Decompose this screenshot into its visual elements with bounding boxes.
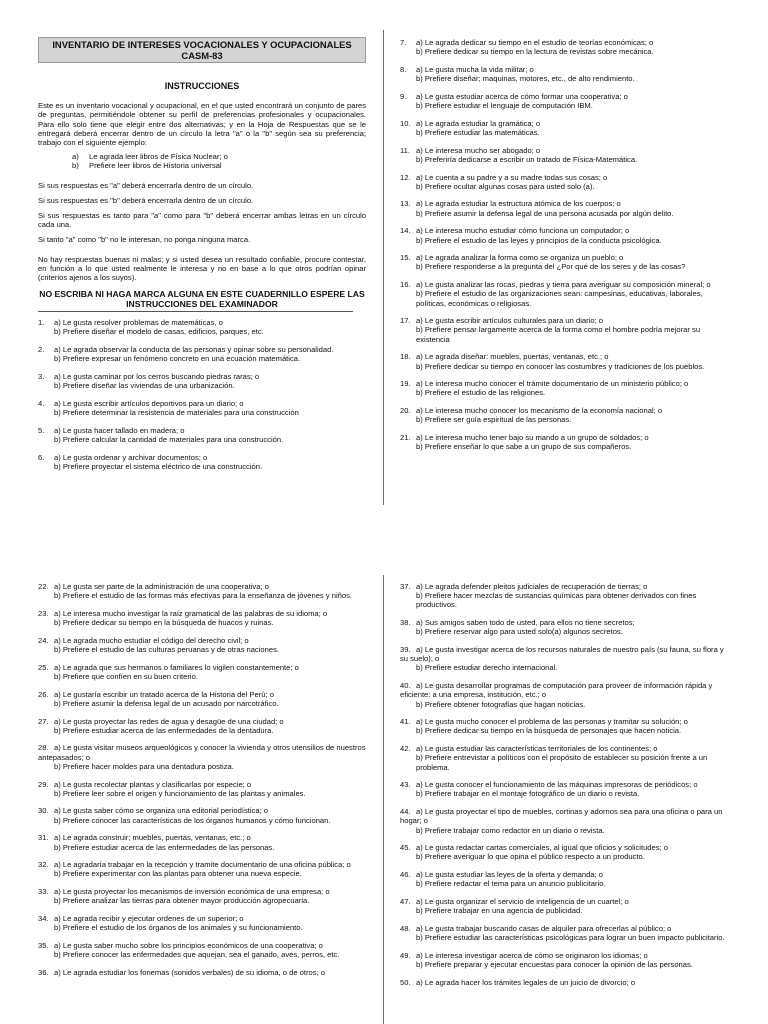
question-number: 2. <box>38 345 45 355</box>
option-a: 38. a) Sus amigos saben todo de usted, para ellos no tiene secretos; <box>400 618 635 628</box>
question-number: 7. <box>400 38 407 47</box>
option-b: b) Prefiere hacer moldes para una dentadura postiza. <box>54 761 234 771</box>
question-item <box>400 870 726 888</box>
question-item <box>400 226 726 244</box>
option-a: 11. a) Le interesa mucho ser abogado; o <box>400 145 541 155</box>
option-b: b) Prefiere diseñar el modelo de casas, edificios, parques, etc. <box>54 327 264 337</box>
option-b: b) Prefiere el estudio de las formas más efectivas para la enseñanza de jóvenes y niños. <box>54 591 353 601</box>
option-a: 23. a) Le interesa mucho investigar la raíz gramatical de las palabras de su idioma; o <box>38 608 328 618</box>
question-number: 10. <box>400 118 411 128</box>
question-number: 26. <box>38 689 49 699</box>
option-b: b) Prefiere enseñar lo que sabe a un grupo de sus compañeros. <box>416 442 632 452</box>
question-number: 36. <box>38 967 49 977</box>
question-number: 49. <box>400 950 411 960</box>
column-divider <box>383 30 384 505</box>
question-number: 38. <box>400 618 411 628</box>
example-b-label: b) <box>72 161 79 171</box>
question-number: 37. <box>400 582 411 591</box>
right-column-items-37-50 <box>400 582 726 996</box>
option-a: 9. a) Le gusta estudiar acerca de cómo formar una cooperativa; o <box>400 91 628 101</box>
question-number: 13. <box>400 199 411 209</box>
question-item <box>38 345 366 363</box>
question-number: 5. <box>38 425 45 435</box>
question-item <box>400 65 726 83</box>
option-a: 33. a) Le gusta proyectar los mecanismos de inversión económica de una empresa; o <box>38 887 330 897</box>
option-a: 3. a) Le gusta caminar por los cerros buscando piedras raras; o <box>38 372 260 382</box>
question-item <box>400 618 726 636</box>
option-a: 16. a) Le gusta analizar las rocas, piedras y tierra para averiguar su composición mineral; o <box>400 280 711 290</box>
question-item <box>38 941 366 959</box>
question-item <box>38 609 366 627</box>
option-b: b) Prefiere proyectar el sistema eléctrico de una construcción. <box>54 461 263 471</box>
option-a: 17. a) Le gusta escribir artículos culturales para un diario; o <box>400 316 603 326</box>
question-item <box>400 807 726 835</box>
option-a: 12. a) Le cuenta a su padre y a su madre todas sus cosas; o <box>400 172 608 182</box>
question-number: 27. <box>38 716 49 726</box>
question-item <box>38 833 366 851</box>
option-a: 7. a) Le agrada dedicar su tiempo en el estudio de teorías económicas; o <box>400 38 654 47</box>
question-item <box>400 717 726 735</box>
option-a: 39. a) Le gusta investigar acerca de los recursos naturales de nuestro país (su fauna, su flora y su suelo); o <box>400 645 724 664</box>
option-a: 42. a) Le gusta estudiar las características territoriales de los continentes; o <box>400 744 658 754</box>
option-a: 25. a) Le agrada que sus hermanos o familiares lo vigilen constantemente; o <box>38 662 299 672</box>
option-b: b) Prefiere dedicar su tiempo en conocer las costumbres y tradiciones de los pueblos. <box>416 361 705 371</box>
question-number: 17. <box>400 316 411 326</box>
page-2 <box>0 575 768 1024</box>
option-b: b) Prefiere responderse a la pregunta del ¿Por qué de los seres y de las cosas? <box>416 262 686 272</box>
option-b: b) Prefiere leer sobre el origen y funcionamiento de las plantas y animales. <box>54 788 306 798</box>
option-b: b) Prefiere trabajar en el montaje fotográfico de un diario o revista. <box>416 789 640 799</box>
option-a: 44. a) Le gusta proyectar el tipo de muebles, cortinas y adornos sea para una oficina o para un hogar; o <box>400 807 723 826</box>
question-item <box>400 38 726 56</box>
example-a-text: Le agrada leer libros de Física Nuclear; o <box>89 152 228 162</box>
option-b: b) Prefiere el estudio de los órganos de los animales y su funcionamiento. <box>54 923 303 933</box>
question-item <box>38 887 366 905</box>
question-number: 40. <box>400 681 411 691</box>
option-b: b) Prefiere estudiar las características psicológicas para lograr un buen impacto publicitario. <box>416 933 725 943</box>
option-a: 19. a) Le interesa mucho conocer el trámite documentario de un ministerio público; o <box>400 379 689 389</box>
option-a: 41. a) Le gusta mucho conocer el problema de las personas y tramitar su solución; o <box>400 717 688 727</box>
left-column <box>38 0 366 480</box>
option-b: b) Prefiere entrevistar a políticos con el propósito de establecer su posición frente a un problema. <box>416 753 708 772</box>
option-b: b) Prefiere ocultar algunas cosas para usted solo (a). <box>416 181 595 191</box>
question-item <box>400 681 726 709</box>
question-number: 16. <box>400 280 411 290</box>
option-b: b) Prefiere conocer las enfermedades que aquejan, sea el ganado, aves, perros, etc. <box>54 950 340 960</box>
question-number: 32. <box>38 860 49 870</box>
option-a: 1. a) Le gusta resolver problemas de matemáticas, o <box>38 318 223 328</box>
question-item <box>38 806 366 824</box>
rule-both: Si sus respuestas es tanto para "a" como para "b" deberá encerrar ambas letras en un círculo cada una. <box>38 211 366 230</box>
question-item <box>400 645 726 673</box>
question-item <box>400 119 726 137</box>
question-number: 39. <box>400 645 411 655</box>
question-number: 44. <box>400 807 411 817</box>
question-number: 48. <box>400 923 411 933</box>
option-b: b) Prefiere asumir la defensa legal de un acusado por narcotráfico. <box>54 698 279 708</box>
option-b: b) Prefiere analizar las tierras para obtener mayor producción agropecuaria. <box>54 896 310 906</box>
option-b: b) Prefiere estudiar acerca de las enfermedades de las personas. <box>54 842 275 852</box>
honesty-paragraph: No hay respuestas buenas ni malas; y si usted desea un resultado confiable, procure contestar, en función a lo que usted realmente le interesa y no en base a lo que otros podrían opinar (criterios ajenos a los suyos). <box>38 254 366 283</box>
question-number: 6. <box>38 452 45 462</box>
question-item <box>400 951 726 969</box>
question-item <box>38 780 366 798</box>
rule-b: Si sus respuestas es "b" deberá encerrarla dentro de un círculo. <box>38 195 254 205</box>
option-b: b) Preferiría dedicarse a escribir un tratado de Física-Matemática. <box>416 154 638 164</box>
question-item <box>400 173 726 191</box>
intro-paragraph: Este es un inventario vocacional y ocupacional, en el que usted encontrará un conjunto de pares de preguntas, permitiéndole obtener su perfil de preferencias profesionales y ocupacionales. Para ello solo tiene que elegir entre dos alternativas; y en la Hoja de Respuestas que se le entregará deberá encerrar dentro de un círculo la letra "a" o la "b" según sea su preferencia; trabajo con el siguiente ejemplo: <box>38 101 366 148</box>
example-option-a <box>72 152 366 161</box>
question-number: 12. <box>400 172 411 182</box>
example-b-text: Prefiere leer libros de Historia universal <box>89 161 222 171</box>
option-b: b) Prefiere el estudio de las religiones. <box>416 388 546 398</box>
option-b: b) Prefiere dedicar su tiempo en la búsqueda de personajes que hacen noticia. <box>416 726 682 736</box>
option-a: 20. a) Le interesa mucho conocer los mecanismo de la economía nacional; o <box>400 406 663 416</box>
question-number: 47. <box>400 897 411 907</box>
option-b: b) Prefiere dedicar su tiempo en la búsqueda de huacos y ruinas. <box>54 618 274 628</box>
option-b: b) Prefiere diseñar las viviendas de una urbanización. <box>54 381 235 391</box>
right-column-items-7-21 <box>400 38 726 460</box>
option-b: b) Prefiere estudiar acerca de las enfermedades de la dentadura. <box>54 725 274 735</box>
option-a: 49. a) Le interesa investigar acerca de cómo se originaron los idiomas; o <box>400 950 648 960</box>
example-option-b <box>72 161 366 170</box>
question-item <box>38 372 366 390</box>
option-a: 13. a) Le agrada estudiar la estructura atómica de los cuerpos; o <box>400 199 621 209</box>
option-b: b) Prefiere el estudio de las culturas peruanas y de otras naciones. <box>54 645 279 655</box>
question-number: 20. <box>400 406 411 416</box>
question-item <box>400 352 726 370</box>
question-item <box>38 743 366 771</box>
question-number: 23. <box>38 608 49 618</box>
left-column-items-22-36 <box>38 582 366 986</box>
option-a: 26. a) Le gustaría escribir un tratado acerca de la Historia del Perú; o <box>38 689 274 699</box>
question-item <box>400 146 726 164</box>
items-1-6 <box>38 318 366 471</box>
option-b: b) Prefiere el estudio de las leyes y principios de la conducta psicológica. <box>416 235 662 245</box>
question-item <box>38 426 366 444</box>
question-number: 18. <box>400 352 411 362</box>
question-number: 22. <box>38 582 49 591</box>
question-item <box>400 280 726 308</box>
question-number: 1. <box>38 318 45 328</box>
option-a: 46. a) Le gusta estudiar las leyes de la oferta y demanda; o <box>400 870 604 880</box>
option-a: 50. a) Le agrada hacer los trámites legales de un juicio de divorcio; o <box>400 977 636 987</box>
question-number: 24. <box>38 635 49 645</box>
instructions-heading: INSTRUCCIONES <box>164 81 240 91</box>
question-number: 21. <box>400 433 411 443</box>
question-number: 45. <box>400 843 411 853</box>
question-item <box>38 636 366 654</box>
question-item <box>38 399 366 417</box>
option-a: 40. a) Le gusta desarrollar programas de computación para proveer de información rápida y eficiente: a una empresa, institución, etc.; o <box>400 681 713 700</box>
option-b: b) Prefiere asumir la defensa legal de una persona acusada por algún delito. <box>416 208 674 218</box>
question-item <box>400 199 726 217</box>
option-b: b) Prefiere obtener fotografías que hagan noticias. <box>416 699 586 709</box>
question-number: 15. <box>400 253 411 263</box>
horizontal-rule <box>38 311 353 312</box>
option-a: 15. a) Le agrada analizar la forma como se organiza un pueblo; o <box>400 253 624 263</box>
question-item <box>38 914 366 932</box>
question-item <box>38 968 366 977</box>
option-a: 8. a) Le gusta mucha la vida militar; o <box>400 64 534 74</box>
option-b: b) Prefiere expresar un fenómeno concreto en una ecuación matemática. <box>54 354 301 364</box>
question-number: 46. <box>400 870 411 880</box>
question-number: 34. <box>38 914 49 924</box>
question-item <box>400 406 726 424</box>
option-a: 32. a) Le agradaría trabajar en la recepción y tramite documentario de una oficina pública; o <box>38 860 351 870</box>
question-item <box>400 433 726 451</box>
option-b: b) Prefiere que confíen en su buen criterio. <box>54 671 198 681</box>
question-item <box>400 843 726 861</box>
question-number: 4. <box>38 398 45 408</box>
option-b: b) Prefiere calcular la cantidad de materiales para una construcción. <box>54 435 284 445</box>
option-b: b) Prefiere estudiar las matemáticas. <box>416 127 540 137</box>
question-item <box>400 316 726 344</box>
option-b: b) Prefiere preparar y ejecutar encuestas para conocer la opinión de las personas. <box>416 960 693 970</box>
option-b: b) Prefiere conocer las características de los órganos humanos y cómo funcionan. <box>54 815 331 825</box>
question-number: 31. <box>38 833 49 843</box>
option-b: b) Prefiere el estudio de las organizaciones sean: campesinas, educativas, laborales, políticas, económicas o religiosas. <box>416 289 703 308</box>
question-number: 42. <box>400 744 411 754</box>
question-item <box>400 897 726 915</box>
question-item <box>400 92 726 110</box>
example-a-label: a) <box>72 152 79 162</box>
option-a: 10. a) Le agrada estudiar la gramática; o <box>400 118 541 128</box>
option-a: 2. a) Le agrada observar la conducta de las personas y opinar sobre su personalidad. <box>38 345 334 355</box>
question-number: 29. <box>38 779 49 789</box>
option-a: 43. a) Le gusta conocer el funcionamiento de las máquinas impresoras de periódicos; o <box>400 780 698 790</box>
question-item <box>38 690 366 708</box>
inventory-code: CASM-83 <box>181 50 223 61</box>
option-b: b) Prefiere averiguar lo que opina el público respecto a un producto. <box>416 852 645 862</box>
question-number: 19. <box>400 379 411 389</box>
rule-a: Si sus respuestas es "a" deberá encerrarla dentro de un círculo. <box>38 180 254 190</box>
option-a: 4. a) Le gusta escribir artículos deportivos para un diario; o <box>38 398 244 408</box>
question-number: 30. <box>38 806 49 816</box>
question-item <box>38 663 366 681</box>
question-item <box>400 582 726 610</box>
question-item <box>400 780 726 798</box>
inventory-title-box <box>38 37 366 63</box>
option-a: 31. a) Le agrada construir; muebles, puertas, ventanas, etc.; o <box>38 833 251 843</box>
option-b: b) Prefiere trabajar en una agencia de publicidad. <box>416 906 583 916</box>
question-item <box>400 924 726 942</box>
option-b: b) Prefiere experimentar con las plantas para obtener una nueva especie. <box>54 869 302 879</box>
question-number: 14. <box>400 226 411 236</box>
option-b: b) Prefiere reservar algo para usted solo(a) algunos secretos. <box>416 627 623 637</box>
option-a: 5. a) Le gusta hacer tallado en madera; o <box>38 425 185 435</box>
question-item <box>38 582 366 600</box>
question-number: 25. <box>38 662 49 672</box>
question-item <box>38 860 366 878</box>
question-item <box>400 379 726 397</box>
option-a: 28. a) Le gusta visitar museos arqueológicos y conocer la vivienda y otros utensilios de nuestros antepasados; o <box>38 743 366 762</box>
option-b: b) Prefiere pensar largamente acerca de la forma como el hombre podría mejorar su existencia <box>416 325 701 344</box>
option-b: b) Prefiere diseñar; maquinas, motores, etc., de alto rendimiento. <box>416 74 635 84</box>
question-number: 11. <box>400 145 410 155</box>
column-divider <box>383 575 384 1024</box>
option-a: 24. a) Le agrada mucho estudiar el código del derecho civil; o <box>38 635 249 645</box>
question-number: 28. <box>38 743 49 753</box>
option-a: 35. a) Le gusta saber mucho sobre los principios económicos de una cooperativa; o <box>38 940 323 950</box>
option-a: 37. a) Le agrada defender pleitos judiciales de recuperación de tierras; o <box>400 582 648 591</box>
option-a: 18. a) Le agrada diseñar: muebles, puertas, ventanas, etc.; o <box>400 352 609 362</box>
option-a: 6. a) Le gusta ordenar y archivar documentos; o <box>38 452 208 462</box>
question-item <box>38 318 366 336</box>
option-a: 36. a) Le agrada estudiar los fonemas (sonidos verbales) de su idioma, o de otros; o <box>38 967 325 977</box>
question-number: 3. <box>38 372 45 382</box>
option-b: b) Prefiere ser guía espiritual de las personas. <box>416 415 572 425</box>
option-b: b) Prefiere redactar el tema para un anuncio publicitario. <box>416 879 606 889</box>
option-a: 48. a) Le gusta trabajar buscando casas de alquiler para ofrecerlas al público; o <box>400 923 672 933</box>
option-a: 14. a) Le interesa mucho estudiar cómo funciona un computador; o <box>400 226 630 236</box>
question-item <box>400 978 726 987</box>
question-number: 35. <box>38 940 49 950</box>
option-b: b) Prefiere dedicar su tiempo en la lectura de revistas sobre mecánica. <box>416 47 654 57</box>
option-a: 30. a) Le gusta saber cómo se organiza una editorial periodística; o <box>38 806 269 816</box>
option-a: 21. a) Le interesa mucho tener bajo su mando a un grupo de soldados; o <box>400 433 649 443</box>
rule-none: Si tanto "a" como "b" no le interesan, no ponga ninguna marca. <box>38 235 251 245</box>
option-a: 29. a) Le gusta recolectar plantas y clasificarlas por especie; o <box>38 779 252 789</box>
question-number: 41. <box>400 717 411 727</box>
option-b: b) Prefiere estudiar derecho internacional. <box>416 663 558 673</box>
question-number: 43. <box>400 780 411 790</box>
option-a: 27. a) Le gusta proyectar las redes de agua y desagüe de una ciudad; o <box>38 716 284 726</box>
question-number: 8. <box>400 64 407 74</box>
warning-heading: NO ESCRIBA NI HAGA MARCA ALGUNA EN ESTE CUADERNILLO ESPERE LAS INSTRUCCIONES DEL EXAMINADOR <box>39 289 365 310</box>
question-item <box>38 453 366 471</box>
option-a: 34. a) Le agrada recibir y ejecutar ordenes de un superior; o <box>38 914 244 924</box>
option-b: b) Prefiere hacer mezclas de sustancias químicas para obtener derivados con fines productivos. <box>416 591 697 610</box>
example-block <box>38 152 366 170</box>
option-b: b) Prefiere estudiar el lenguaje de computación IBM. <box>416 101 593 111</box>
option-a: 22. a) Le gusta ser parte de la administración de una cooperativa; o <box>38 582 269 591</box>
option-a: 47. a) Le gusta organizar el servicio de inteligencia de un cuartel; o <box>400 897 629 907</box>
question-item <box>400 253 726 271</box>
question-number: 9. <box>400 91 407 101</box>
inventory-title: INVENTARIO DE INTERESES VOCACIONALES Y OCUPACIONALES <box>52 39 352 50</box>
option-b: b) Prefiere determinar la resistencia de materiales para una construcción <box>54 408 299 418</box>
option-b: b) Prefiere trabajar como redactor en un diario o revista. <box>416 825 605 835</box>
option-a: 45. a) Le gusta redactar cartas comerciales, al igual que oficios y solicitudes; o <box>400 843 668 853</box>
question-item <box>38 717 366 735</box>
question-item <box>400 744 726 772</box>
question-number: 33. <box>38 887 49 897</box>
question-number: 50. <box>400 977 411 987</box>
